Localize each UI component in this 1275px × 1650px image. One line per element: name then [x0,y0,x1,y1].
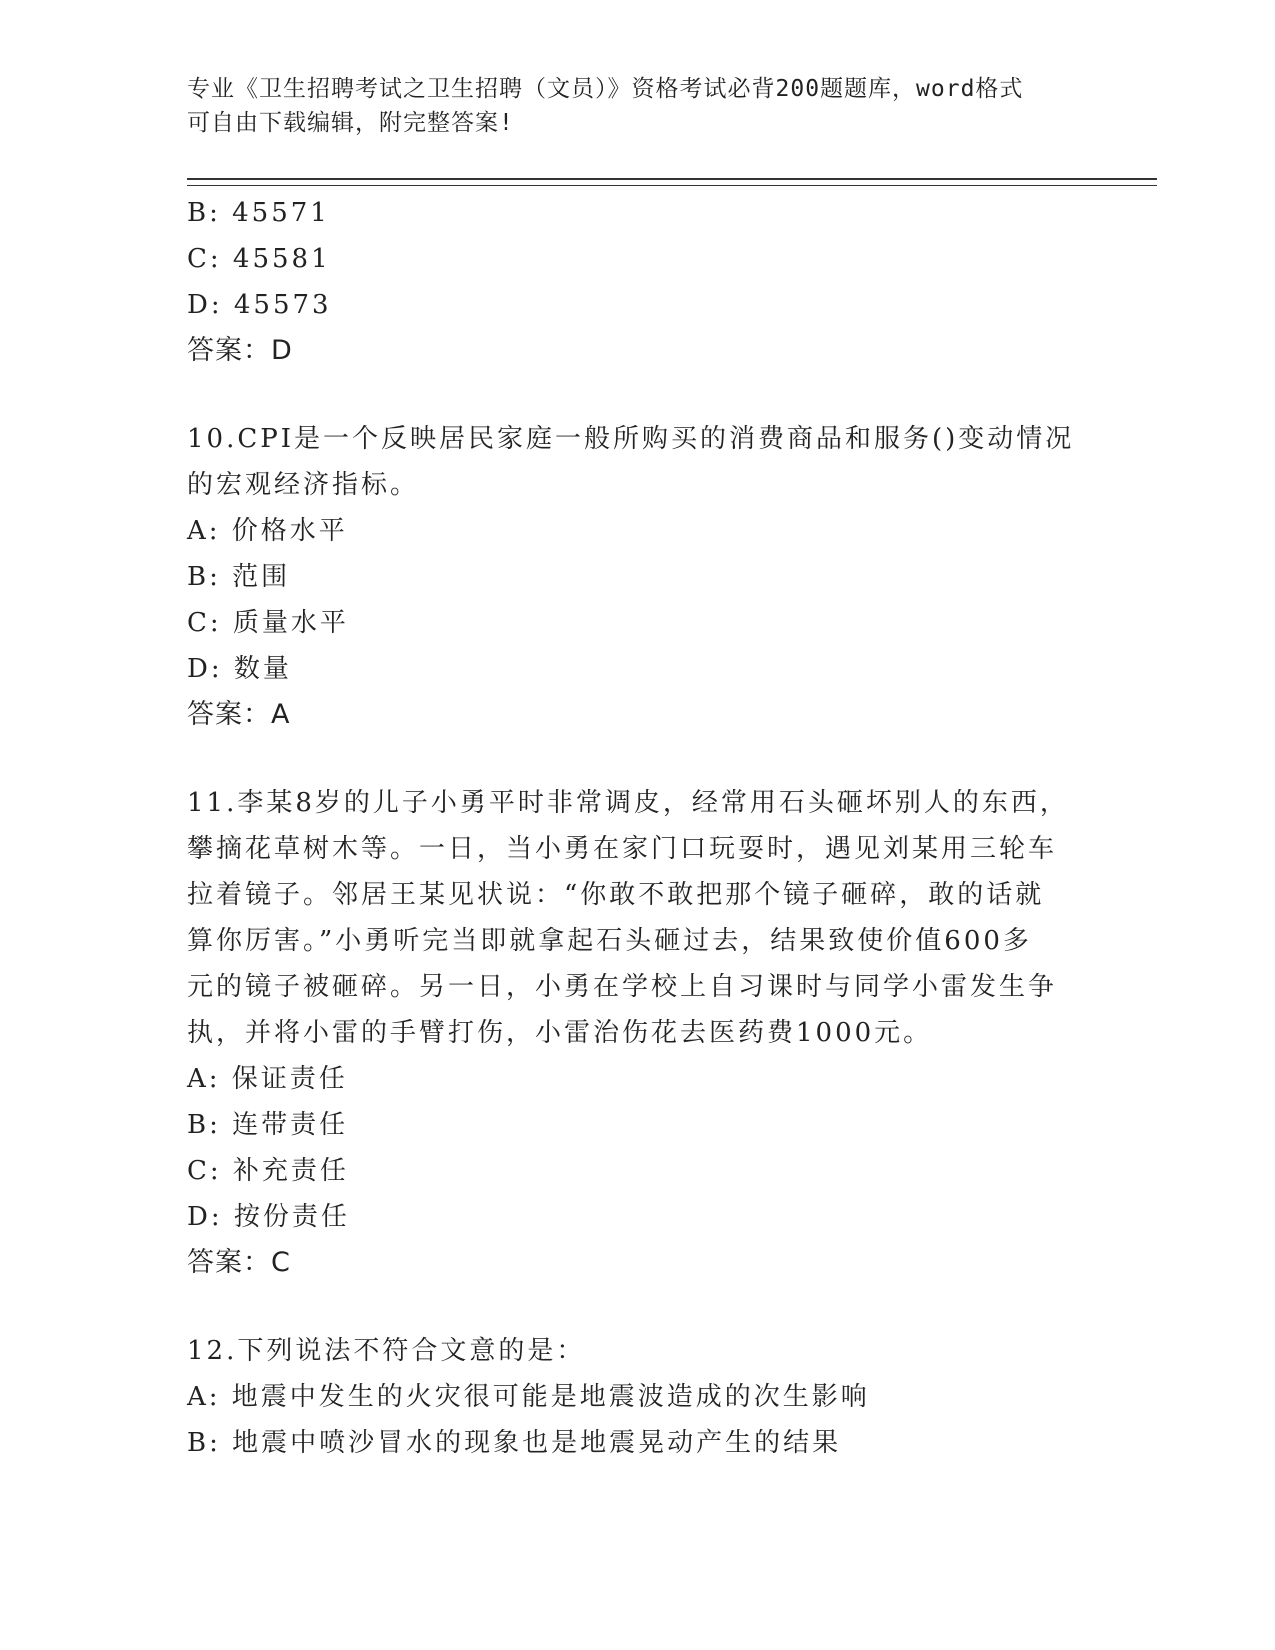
question-stem-line: 攀摘花草树木等。一日，当小勇在家门口玩耍时，遇见刘某用三轮车 [187,834,1058,864]
answer-line: 答案：A [187,699,291,730]
option-d: D: 数量 [187,654,292,684]
answer-line: 答案：D [187,335,293,366]
answer-line: 答案：C [187,1247,291,1278]
option-d: D: 按份责任 [187,1202,350,1232]
header-title-line-2: 可自由下载编辑，附完整答案! [187,110,514,136]
question-stem-line: 12.下列说法不符合文意的是： [187,1336,586,1366]
question-12 [187,1328,1087,1466]
option-b: B: 连带责任 [187,1110,349,1140]
header-title-line-1: 专业《卫生招聘考试之卫生招聘（文员）》资格考试必背200题题库，word格式 [187,76,1024,102]
document-header [187,72,1067,140]
option-b: B: 地震中喷沙冒水的现象也是地震晃动产生的结果 [187,1428,842,1458]
option-a: A: 保证责任 [187,1064,348,1094]
question-stem-line: 拉着镜子。邻居王某见状说：“你敢不敢把那个镜子砸碎，敢的话就 [187,880,1045,910]
option-b: B: 范围 [187,562,291,592]
question-11 [187,780,1087,1286]
question-stem-line: 执，并将小雷的手臂打伤，小雷治伤花去医药费1000元。 [187,1018,933,1048]
question-stem-line: 11.李某8岁的儿子小勇平时非常调皮，经常用石头砸坏别人的东西， [187,788,1069,818]
question-stem-line: 算你厉害。”小勇听完当即就拿起石头砸过去，结果致使价值600多 [187,926,1032,956]
header-divider [187,178,1157,186]
option-c: C: 质量水平 [187,608,349,638]
question-stem-line: 元的镜子被砸碎。另一日，小勇在学校上自习课时与同学小雷发生争 [187,972,1058,1002]
option-c: C: 45581 [187,244,331,274]
option-c: C: 补充责任 [187,1156,349,1186]
option-d: D: 45573 [187,290,332,320]
question-stem-line: 的宏观经济指标。 [187,470,420,500]
option-b: B: 45571 [187,198,330,228]
option-a: A: 价格水平 [187,516,348,546]
option-a: A: 地震中发生的火灾很可能是地震波造成的次生影响 [187,1382,870,1412]
question-9-continuation [187,190,1087,374]
question-stem-line: 10.CPI是一个反映居民家庭一般所购买的消费商品和服务()变动情况 [187,424,1075,454]
document-body [187,190,1087,1466]
question-10 [187,416,1087,738]
